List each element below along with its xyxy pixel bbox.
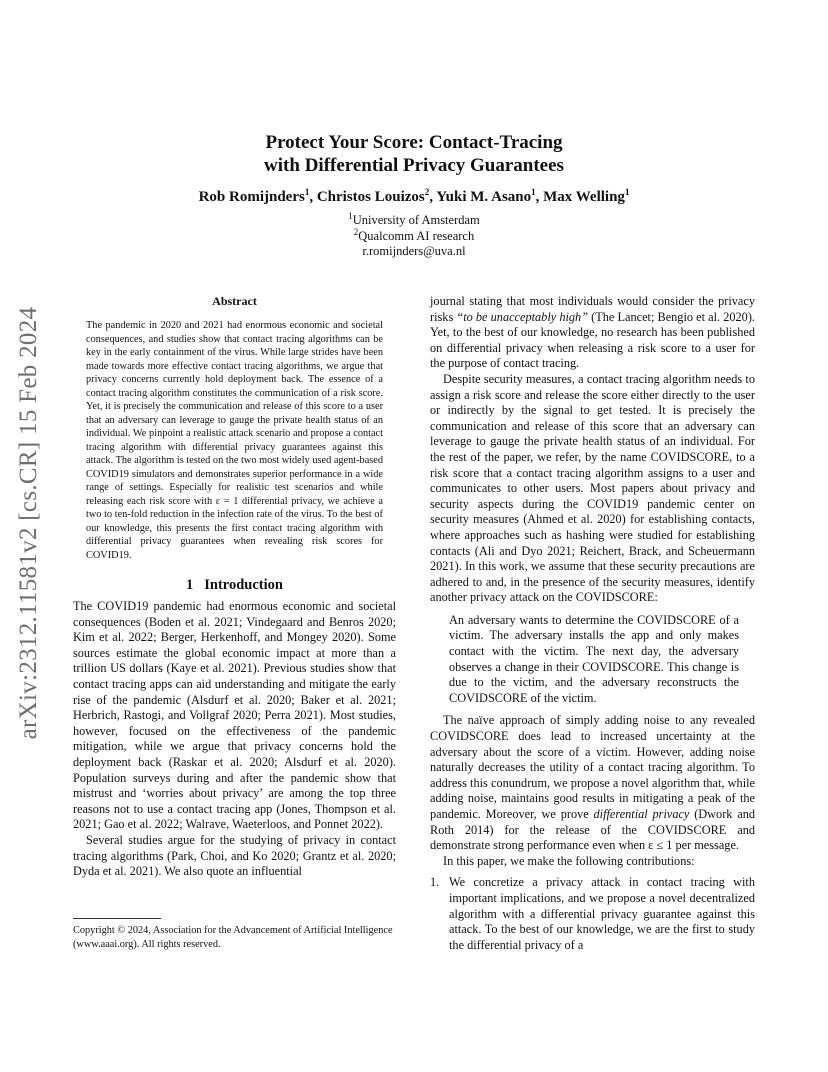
body-paragraph-3 — [430, 713, 755, 853]
author-name: Christos Louizos — [316, 189, 425, 205]
text-run: journal stating that most individuals would consider the privacy risks — [430, 294, 755, 324]
author-affiliation-mark: 1 — [531, 187, 536, 197]
section-title: Introduction — [204, 577, 283, 593]
author-separator: , — [429, 189, 437, 205]
left-column — [73, 294, 396, 880]
attack-scenario-quote: An adversary wants to determine the COVIDSCORE of a victim. The adversary installs the app and only makes contact with the victim. The next day, the adversary observes a change in their COVIDSCORE. This change is due to the victim, and the adversary reconstructs the COVIDSCORE of the victim. — [449, 612, 739, 705]
contribution-text: We concretize a privacy attack in contact tracing with important implications, and we propose a novel decentralized algorithm with a differential privacy guarantee against this attack. To the best of our knowledge, we are the first to study the differential privacy of a — [449, 875, 755, 952]
abstract-heading: Abstract — [212, 294, 257, 308]
copyright-footnote: Copyright © 2024, Association for the Advancement of Artificial Intelligence (www.aaai.org). All rights reserved. — [73, 925, 393, 950]
paper-title — [0, 131, 828, 177]
contributions-intro: In this paper, we make the following contributions: — [443, 853, 695, 868]
title-line-2: with Differential Privacy Guarantees — [264, 155, 564, 176]
author-list — [0, 189, 828, 206]
author-name: Yuki M. Asano — [436, 189, 532, 205]
author-name: Rob Romijnders — [198, 189, 305, 205]
arxiv-identifier: arXiv:2312.11581v2 [cs.CR] 15 Feb 2024 — [15, 306, 42, 740]
author-affiliation-mark: 1 — [304, 187, 310, 197]
body-paragraph-1 — [430, 294, 755, 372]
intro-paragraph-2: Several studies argue for the studying of privacy in contact tracing algorithms (Park, Choi, and Ko 2020; Grantz et al. 2020; Dyda et al. 2021). We also quote an influential — [73, 832, 396, 879]
affiliation-2 — [0, 226, 828, 245]
author — [543, 189, 629, 205]
affiliation-mark: 1 — [348, 210, 353, 221]
section-number: 1 — [186, 577, 194, 593]
contact-email: r.romijnders@uva.nl — [362, 244, 466, 258]
text-run: (Dwork and Roth 2014) for the release of the COVIDSCORE and demonstrate strong performance even when ε ≤ 1 per message. — [430, 807, 756, 853]
affiliation-name: Qualcomm AI research — [358, 228, 475, 243]
affiliation-name: University of Amsterdam — [352, 213, 480, 227]
author — [317, 189, 436, 205]
author-separator: , — [535, 189, 544, 205]
list-marker: 1. — [430, 875, 440, 890]
affiliation-1 — [0, 210, 828, 229]
title-line-1: Protect Your Score: Contact-Tracing — [265, 132, 563, 153]
body-paragraph-2: Despite security measures, a contact tracing algorithm needs to assign a risk score and release the score either directly to the user or indirectly by the signal to get tested. It is precisely the communication and release of this score that an adversary can leverage to gauge the private health status of an individual. For the rest of the paper, we refer, by the name COVIDSCORE, to a risk score that a contact tracing algorithm assigns to a user and communicates to other users. Most papers about privacy and security aspects during the COVID19 pandemic center on security measures (Ahmed et al. 2020) for establishing contacts, where approaches such as hashing were studied for establishing contacts (Ali and Dyo 2021; Reichert, Brack, and Scheuermann 2021). In this work, we assume that these security precautions are adhered to and, in the presence of the security measures, identify another privacy attack on the COVIDSCORE: — [430, 371, 755, 605]
contribution-item — [430, 875, 755, 953]
author — [199, 189, 317, 205]
text-run: The naïve approach of simply adding noise to any revealed COVIDSCORE does lead to increased uncertainty at the adversary about the score of a victim. However, adding noise naturally decreases the utility of a contact tracing algorithm. To address this conundrum, we propose a novel algorithm that, while adding noise, maintains good results in mitigating a peak of the pandemic. Moreover, we prove — [430, 713, 755, 821]
section-heading-introduction — [73, 577, 396, 594]
quoted-phrase: “to be unacceptably high” — [456, 309, 589, 324]
affiliation-mark: 2 — [353, 226, 359, 237]
abstract-text: The pandemic in 2020 and 2021 had enormous economic and societal consequences, and studies show that contact tracing algorithms can be key in the early containment of the virus. While large strides have been made towards more effective contact tracing algorithms, we argue that privacy concerns currently hold deployment back. The essence of a contact tracing algorithm constitutes the communication of a risk score. Yet, it is precisely the communication and release of this score to a user that an adversary can leverage to gauge the private health status of an individual. We pinpoint a realistic attack scenario and propose a contact tracing algorithm with differential privacy guarantees against this attack. The algorithm is tested on the two most widely used agent-based COVID19 simulators and demonstrates superior performance in a wide range of settings. Especially for realistic test scenarios and while releasing each risk score with ε = 1 differential privacy, we achieve a two to ten-fold reduction in the infection rate of the virus. To the best of our knowledge, this presents the first contact tracing algorithm with differential privacy guarantees when revealing risk scores for COVID19. — [86, 320, 383, 561]
affiliations — [0, 210, 828, 260]
arxiv-sidebar — [14, 288, 44, 758]
emphasized-term: differential privacy — [593, 807, 690, 821]
author — [436, 189, 543, 205]
author-affiliation-mark: 1 — [624, 187, 630, 197]
author-name: Max Welling — [543, 189, 625, 205]
footnote-rule — [73, 918, 161, 919]
right-column — [430, 294, 755, 953]
intro-paragraph-1: The COVID19 pandemic had enormous economic and societal consequences (Boden et al. 2021; Vindegaard and Benros 2020; Kim et al. 2022; Berger, Herkenhoff, and Mongey 2020). Some sources estimate the global economic impact at more than a trillion US dollars (Kaye et al. 2021). Previous studies show that contact tracing apps can aid understanding and mitigate the early rise of the pandemic (Alsdurf et al. 2020; Baker et al. 2021; Herbrich, Rastogi, and Vollgraf 2020; Perra 2021). Most studies, however, focused on the effectiveness of the pandemic mitigation, while we argue that privacy concerns hold the deployment back (Raskar et al. 2020; Alsdurf et al. 2020). Population surveys during and after the pandemic show that mistrust and ‘worries about privacy’ are among the top three reasons not to use a contact tracing app (Jones, Thompson et al. 2021; Gao et al. 2022; Walrave, Waeterloos, and Ponnet 2022). — [73, 599, 396, 832]
author-separator: , — [309, 189, 317, 205]
author-affiliation-mark: 2 — [424, 187, 430, 197]
text-run: (The Lancet; Bengio et al. 2020). Yet, to the best of our knowledge, no research has been published on differential privacy when releasing a risk score to a user for the purpose of contact tracing. — [430, 309, 755, 371]
